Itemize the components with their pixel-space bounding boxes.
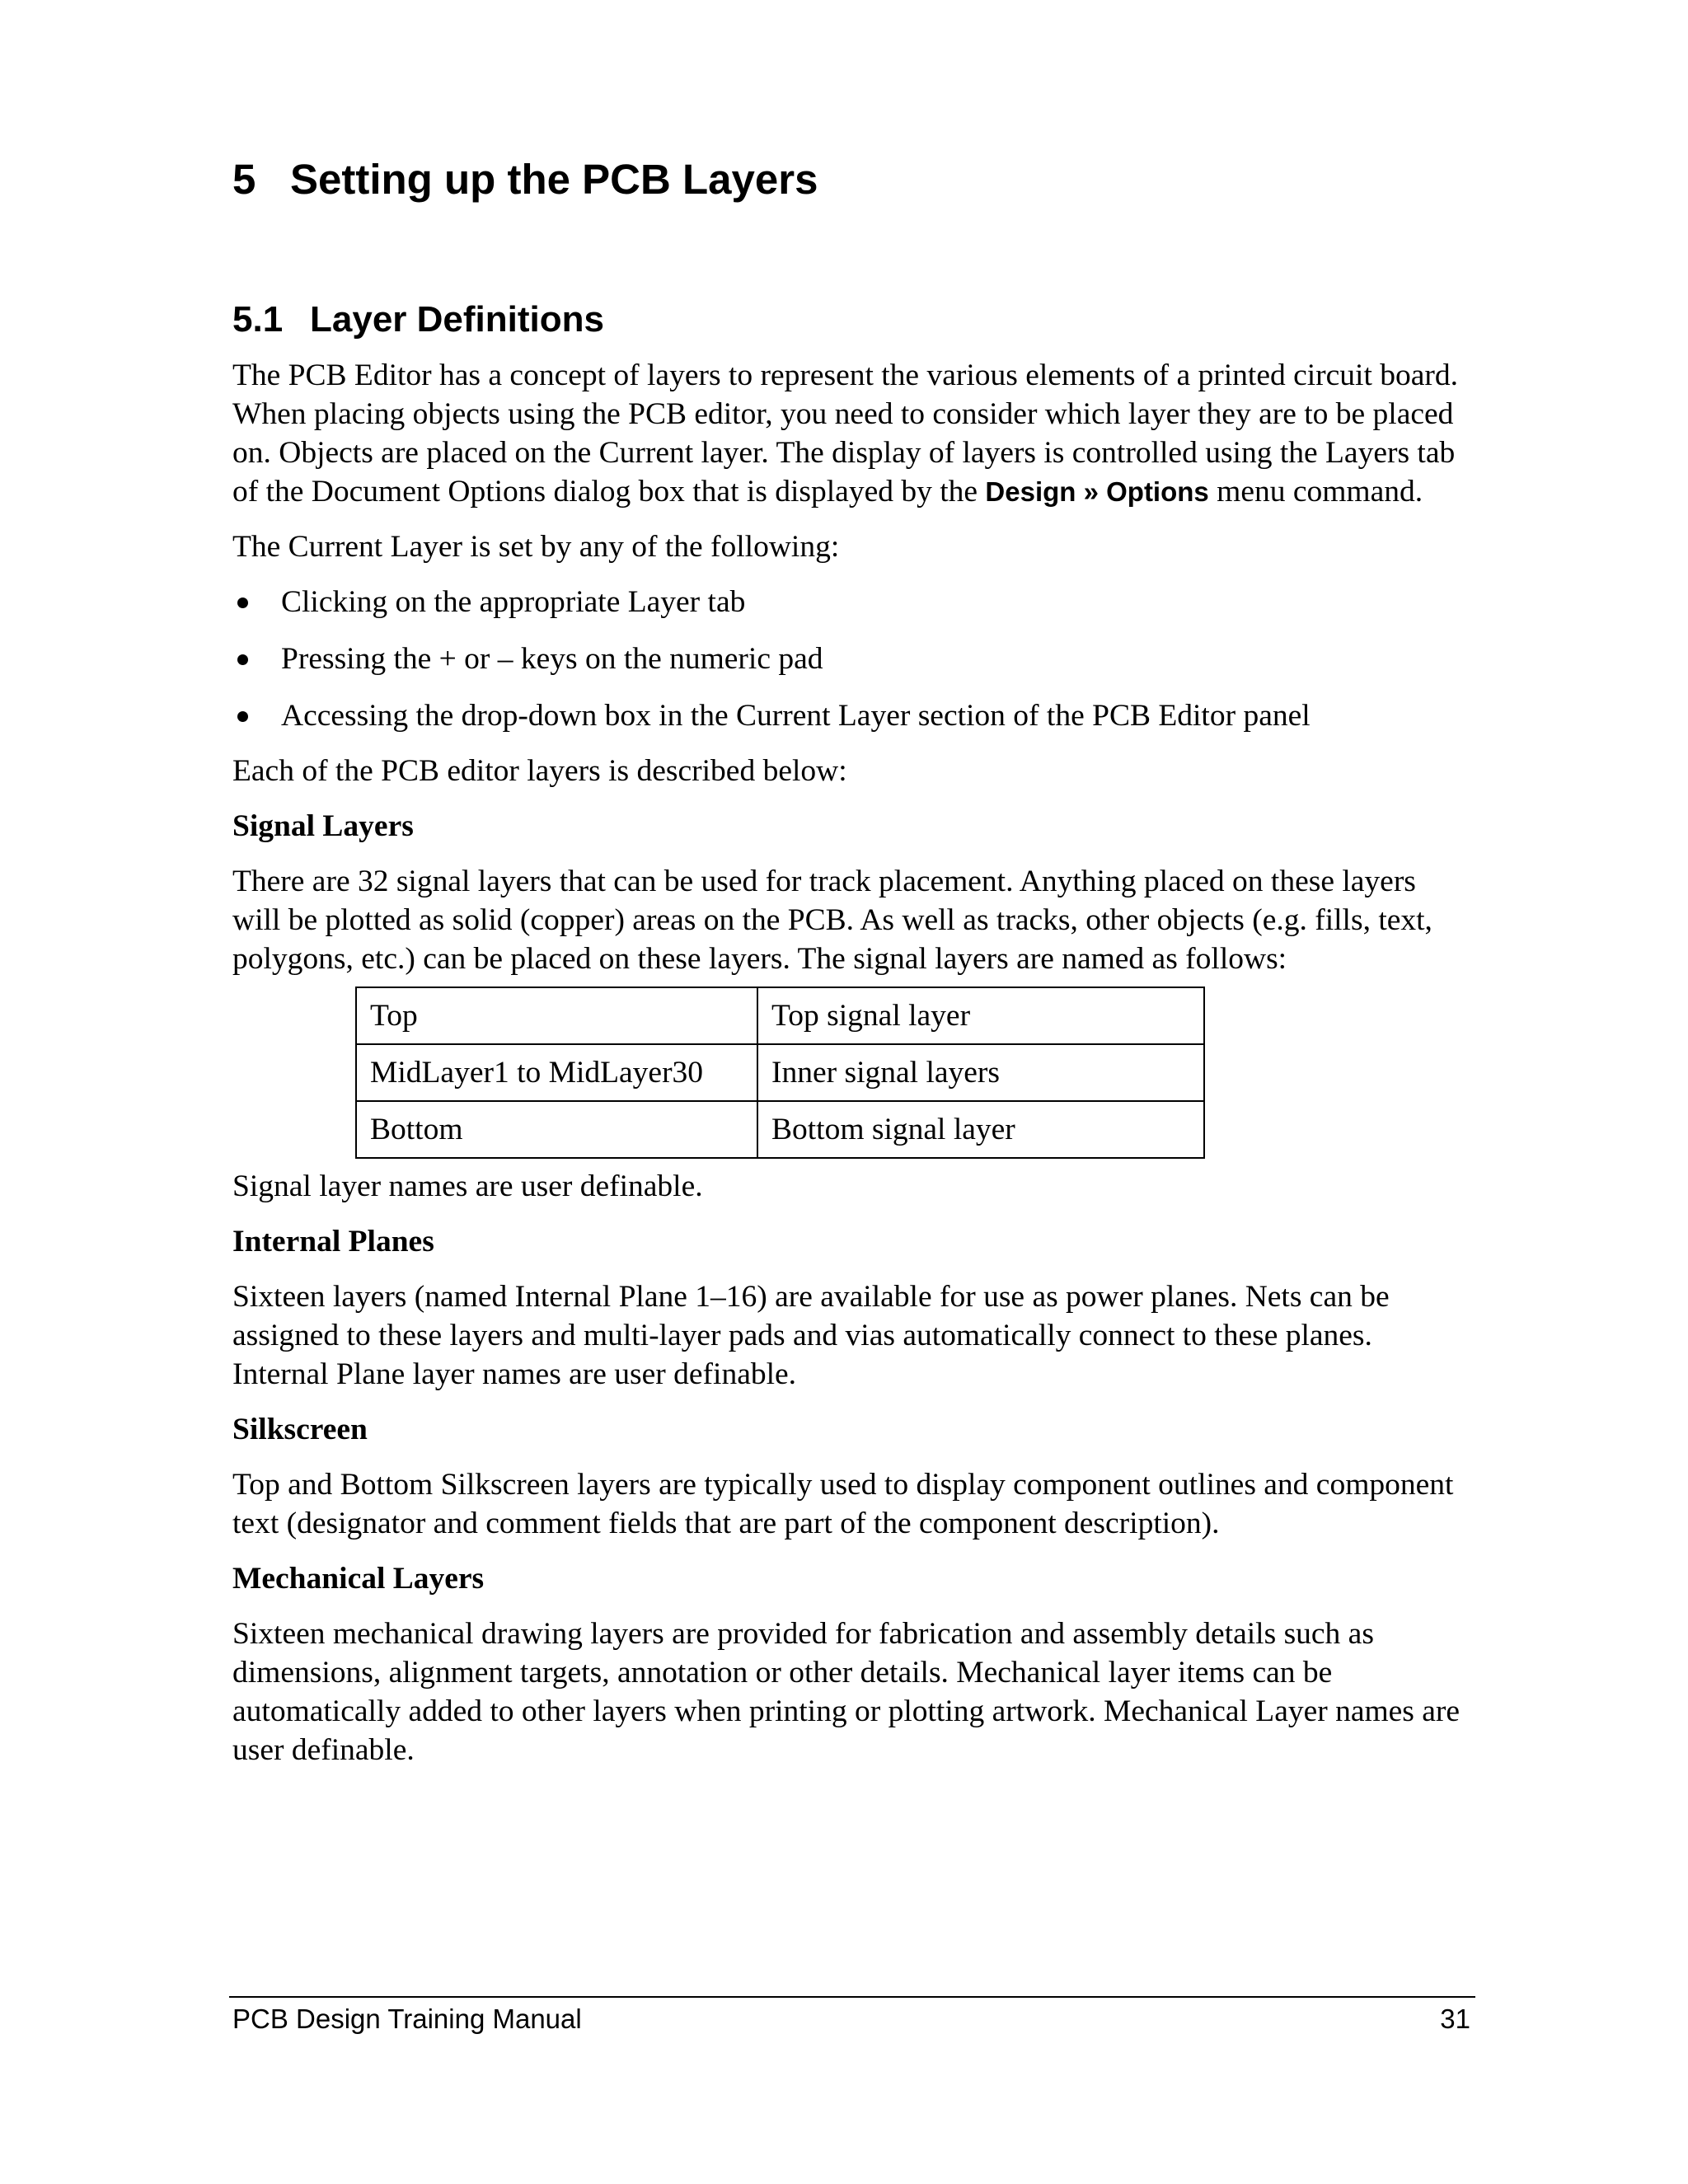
internal-planes-heading: Internal Planes bbox=[232, 1225, 434, 1258]
section-title: Layer Definitions bbox=[310, 299, 604, 340]
list-item-text: Clicking on the appropriate Layer tab bbox=[281, 585, 746, 619]
list-item-text: Pressing the + or – keys on the numeric pad bbox=[281, 642, 823, 676]
chapter-title: Setting up the PCB Layers bbox=[290, 156, 818, 203]
table-cell: Bottom signal layer bbox=[757, 1101, 1204, 1158]
signal-layers-note: Signal layer names are user definable. bbox=[232, 1169, 703, 1203]
table-cell: Bottom bbox=[356, 1101, 757, 1158]
mechanical-layers-paragraph: Sixteen mechanical drawing layers are provided for fabrication and assembly details such as dimensions, alignment targets, annotation or other details. Mechanical layer items can be automatically added to other layers when printing or plotting artwork. Mechanical Layer names are user definable. bbox=[232, 1617, 1461, 1767]
silkscreen-heading: Silkscreen bbox=[232, 1413, 368, 1446]
intro-paragraph bbox=[232, 356, 1469, 511]
menu-command: Design » Options bbox=[985, 476, 1209, 507]
table-row bbox=[356, 1044, 1204, 1101]
section-heading bbox=[232, 298, 604, 341]
chapter-number: 5 bbox=[232, 156, 256, 203]
footer-title: PCB Design Training Manual bbox=[232, 2004, 582, 2034]
current-layer-list bbox=[232, 583, 1469, 735]
internal-planes-paragraph: Sixteen layers (named Internal Plane 1–16) are available for use as power planes. Nets can be assigned to these layers and multi-layer pads and vias automatically connect to these planes. Internal Plane layer names are user definable. bbox=[232, 1280, 1390, 1391]
list-item bbox=[232, 696, 1469, 735]
list-item bbox=[232, 640, 1469, 678]
silkscreen-paragraph: Top and Bottom Silkscreen layers are typically used to display component outlines and component text (designator and comment fields that are part of the component description). bbox=[232, 1468, 1454, 1540]
bullet-icon bbox=[237, 654, 248, 665]
table-row bbox=[356, 987, 1204, 1044]
page-number: 31 bbox=[1440, 2004, 1470, 2034]
current-layer-lead: The Current Layer is set by any of the following: bbox=[232, 530, 840, 564]
signal-layers-paragraph: There are 32 signal layers that can be used for track placement. Anything placed on these layers will be plotted as solid (copper) areas on the PCB. As well as tracks, other objects (e.g. fills, text, polygons, etc.) can be placed on these layers. The signal layers are named as follows: bbox=[232, 865, 1432, 976]
signal-layers-table bbox=[355, 987, 1205, 1159]
chapter-heading bbox=[232, 155, 818, 204]
section-number: 5.1 bbox=[232, 299, 284, 340]
intro-text: The PCB Editor has a concept of layers to represent the various elements of a printed circuit board. When placing objects using the PCB editor, you need to consider which layer they are to be placed on. Objects are placed on the Current layer. The display of layers is controlled using the Layers tab of the Document Options dialog box that is displayed by the bbox=[232, 359, 1459, 509]
layers-description-lead: Each of the PCB editor layers is described below: bbox=[232, 754, 847, 788]
footer-divider bbox=[229, 1996, 1475, 1998]
bullet-icon bbox=[237, 598, 248, 608]
intro-text-end: menu command. bbox=[1208, 475, 1423, 509]
signal-layers-heading: Signal Layers bbox=[232, 809, 414, 843]
bullet-icon bbox=[237, 711, 248, 722]
list-item bbox=[232, 583, 1469, 621]
table-cell: Top bbox=[356, 987, 757, 1044]
table-row bbox=[356, 1101, 1204, 1158]
body-text bbox=[232, 356, 1469, 1786]
table-cell: Top signal layer bbox=[757, 987, 1204, 1044]
list-item-text: Accessing the drop-down box in the Current Layer section of the PCB Editor panel bbox=[281, 699, 1311, 733]
table-cell: MidLayer1 to MidLayer30 bbox=[356, 1044, 757, 1101]
table-cell: Inner signal layers bbox=[757, 1044, 1204, 1101]
mechanical-layers-heading: Mechanical Layers bbox=[232, 1562, 485, 1596]
